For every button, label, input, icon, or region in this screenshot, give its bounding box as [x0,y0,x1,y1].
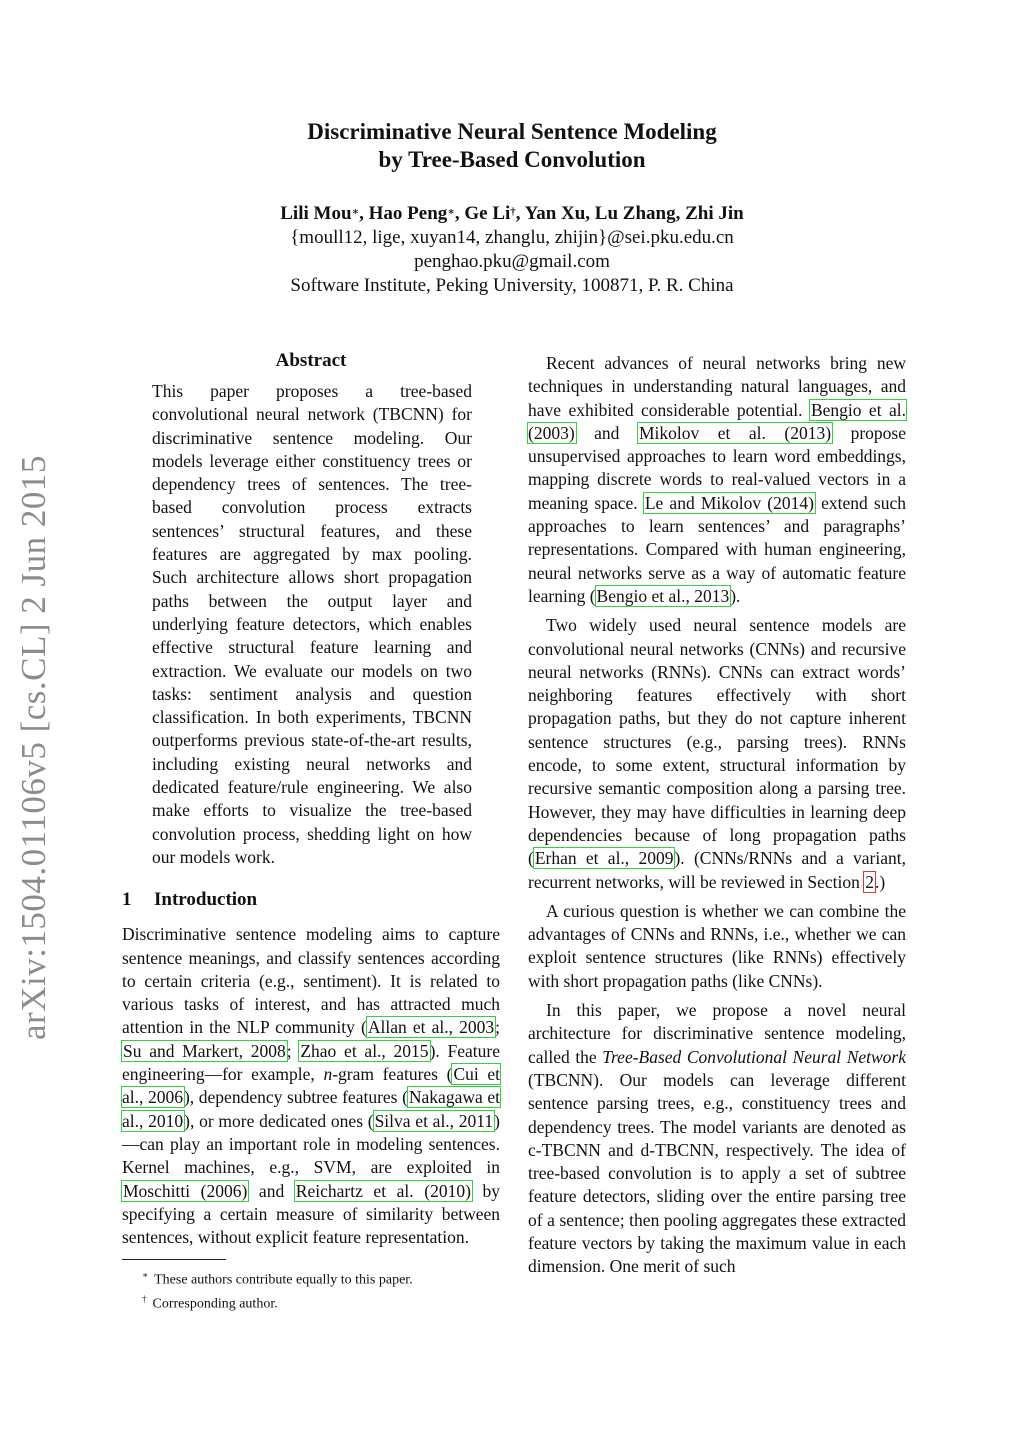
abstract-text: This paper proposes a tree-based convolutional neural network (TBCNN) for discriminative sentence modeling. Our models leverage either constituency trees or dependency trees of sentences. The tree-based convolution process extracts sentences’ structural features, and these features are aggregated by max pooling. Such architecture allows short propagation paths between the output layer and underlying feature detectors, which enables effective structural feature learning and extraction. We evaluate our models on two tasks: sentiment analysis and question classification. In both experiments, TBCNN outperforms previous state-of-the-art results, including existing neural networks and dedicated feature/rule engineering. We also make efforts to visualize the tree-based convolution process, shedding light on how our models work. [152,381,472,867]
text-run: Two widely used neural sentence models are convolutional neural networks (CNNs) and recursive neural networks (RNNs). CNNs can extract words’ neighboring features effectively with short propagation paths, but they do not capture inherent sentence structures (e.g., parsing trees). RNNs encode, to some extent, structural information by recursive semantic composition along a parsing tree. However, they may have difficulties in learning deep dependencies because of long propagation paths ( [528,615,906,869]
text-run: .) [875,871,886,892]
citation-link[interactable]: Nakagawa et al., 2010 [122,1087,500,1131]
text-run: and [248,1180,295,1201]
section-title: Introduction [154,889,258,911]
citation-link[interactable]: Su and Markert, 2008 [123,1040,286,1061]
text-run: and [575,422,638,443]
author-emails: {moull12, lige, xuyan14, zhanglu, zhijin}@sei.pku.edu.cn [290,227,734,248]
author-1: Lili Mou [280,203,352,224]
text-run: Discriminative sentence modeling aims to capture sentence meanings, and classify sentences according to certain criteria (e.g., sentiment). It is related to various tasks of interest, and has attracted much attention in the NLP community ( [122,924,500,1038]
right-paragraph-2 [528,614,906,894]
author-affiliation: Software Institute, Peking University, 100871, P. R. China [290,275,734,296]
citation-link[interactable]: Moschitti (2006) [123,1180,248,1201]
footnote-divider [122,1259,226,1260]
author-3-mark: † [510,206,516,218]
right-paragraph-1 [528,352,906,608]
text-run: propose unsupervised approaches to learn word embeddings, mapping discrete words to real-valued vectors in a meaning space. [528,422,906,513]
footnote-text: These authors contribute equally to this paper. [154,1273,413,1289]
footnote-2 [122,1290,500,1314]
right-paragraph-3: A curious question is whether we can combine the advantages of CNNs and RNNs, i.e., whether we can exploit sentence structures (like RNNs) effectively with short propagation paths (like CNNs). [528,900,906,991]
author-1-mark: ∗ [351,206,360,218]
citation-link[interactable]: Silva et al., 2011 [374,1110,494,1131]
text-run: ). (CNNs/RNNs and a variant, recurrent networks, will be reviewed in Section [528,848,906,892]
author-3: , Ge Li [454,203,511,224]
left-column [122,350,500,1314]
arxiv-stamp: arXiv:1504.01106v5 [cs.CL] 2 Jun 2015 [14,455,53,1040]
citation-link[interactable]: Mikolov et al. (2013) [638,422,832,443]
citation-link[interactable]: Cui et al., 2006 [122,1064,500,1108]
section-heading-introduction [122,889,500,911]
author-rest: , Yan Xu, Lu Zhang, Zhi Jin [515,203,744,224]
title-line-2: by Tree-Based Convolution [378,147,646,172]
text-run: ). Feature engineering—for example, [122,1040,500,1085]
citation-link[interactable]: Le and Mikolov (2014) [644,492,814,513]
author-2: , Hao Peng [359,203,448,224]
right-column [528,352,906,1285]
section-number: 1 [122,889,132,911]
paper-title [0,118,1024,174]
author-names [0,202,1024,226]
text-run: Recent advances of neural networks bring new techniques in understanding natural languages, and have exhibited considerable potential. [528,353,906,420]
text-run: -gram features ( [332,1064,453,1085]
text-run: ), dependency subtree features ( [183,1087,408,1108]
footnote-mark: † [142,1294,147,1305]
citation-link[interactable]: Bengio et al., 2013 [596,585,730,606]
citation-link[interactable]: Allan et al., 2003 [367,1017,495,1038]
section-ref-link[interactable]: 2 [865,871,875,892]
citation-link[interactable]: Bengio et al. (2003) [528,399,906,443]
text-run: by specifying a certain measure of similarity between sentences, without explicit feature representation. [122,1180,500,1248]
right-paragraph-4 [528,999,906,1279]
text-run: extend such approaches to learn sentences’ and paragraphs’ representations. Compared with human engineering, neural networks serve as a way of automatic feature learning ( [528,492,906,606]
math-n: n [323,1064,333,1085]
text-run: ), or more dedicated ones ( [184,1110,374,1131]
text-run: ; [286,1040,300,1061]
footnote-text: Corresponding author. [152,1296,278,1312]
footnote-1 [122,1266,500,1290]
abstract-heading: Abstract [275,350,347,371]
footnote-mark: ∗ [142,1270,149,1281]
author-block [0,202,1024,298]
text-run: In this paper, we propose a novel neural architecture for discriminative sentence modeling, called the [528,1000,906,1067]
citation-link[interactable]: Zhao et al., 2015 [300,1040,429,1061]
text-run: ; [495,1017,500,1038]
citation-link[interactable]: Reichartz et al. (2010) [295,1180,471,1201]
author-email-2: penghao.pku@gmail.com [414,251,610,272]
title-line-1: Discriminative Neural Sentence Modeling [307,119,717,144]
text-run: )—can play an important role in modeling sentences. Kernel machines, e.g., SVM, are exploited in [122,1110,500,1178]
author-2-mark: ∗ [447,206,455,218]
model-name-italic: Tree-Based Convolutional Neural Network [602,1046,906,1067]
text-run: (TBCNN). Our models can leverage different sentence parsing trees, e.g., constituency trees and dependency trees. The model variants are denoted as c-TBCNN and d-TBCNN, respectively. The idea of tree-based convolution is to apply a set of subtree feature detectors, sliding over the entire parsing tree of a sentence; then pooling aggregates these extracted feature vectors by taking the maximum value in each dimension. One merit of such [528,1069,906,1277]
text-run: ). [730,585,741,606]
citation-link[interactable]: Erhan et al., 2009 [534,848,674,869]
intro-paragraph-1 [122,923,500,1249]
